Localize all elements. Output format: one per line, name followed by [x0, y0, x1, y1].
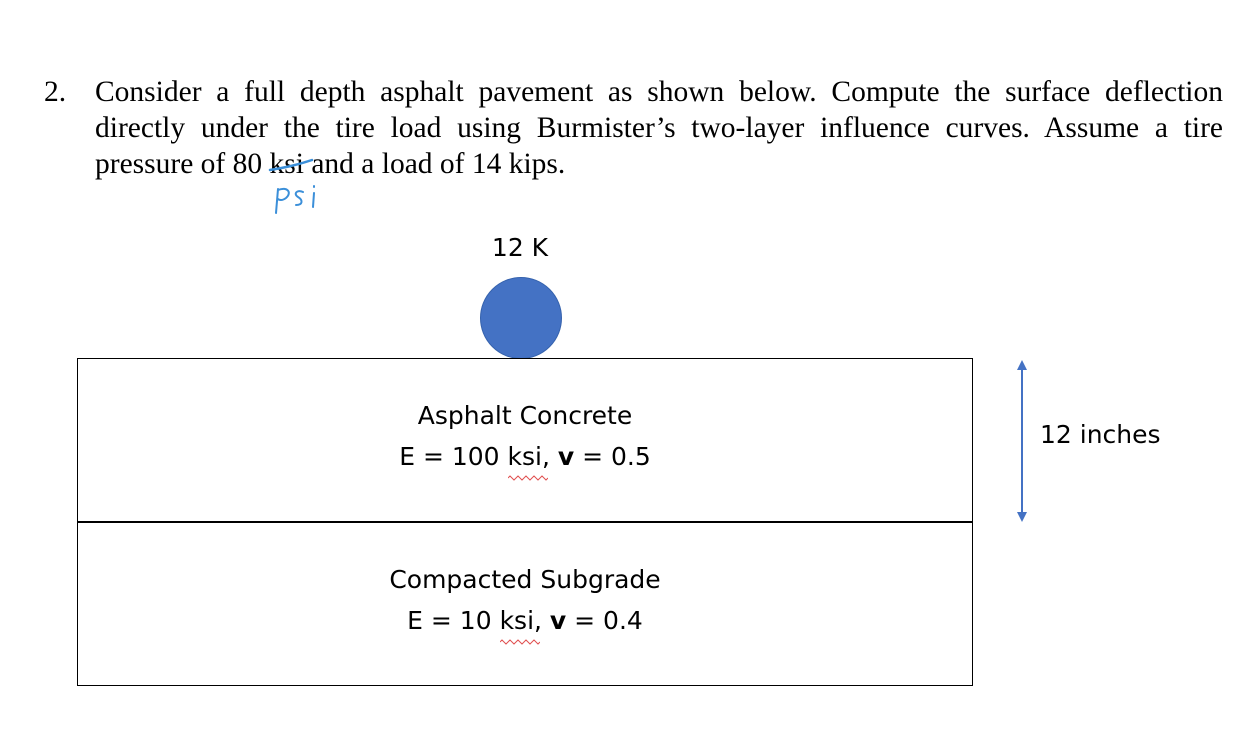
problem-line-1: Consider a full depth asphalt pavement as shown below. Compute the surface deflection	[95, 76, 1223, 108]
thickness-dimension-arrow	[1012, 360, 1032, 522]
spellcheck-squiggle	[500, 639, 540, 645]
subgrade-unit: ksi	[500, 600, 534, 641]
handwritten-psi-text: psi	[270, 183, 272, 184]
asphalt-layer-name: Asphalt Concrete	[417, 401, 633, 430]
subgrade-layer-properties: E = 10 ksi , v = 0.4	[78, 600, 972, 641]
problem-line-3	[95, 146, 1223, 182]
struck-unit	[270, 146, 304, 182]
asphalt-layer-properties: E = 100 ksi , v = 0.5	[78, 436, 972, 477]
problem-number: 2.	[44, 76, 67, 108]
thickness-label: 12 inches	[1040, 420, 1161, 449]
tire-load-circle	[480, 277, 562, 359]
problem-line-2: directly under the tire load using Burmister’s two-layer influence curves. Assume a tire	[95, 112, 1223, 144]
subgrade-layer	[77, 521, 973, 686]
line3-before: pressure of 80	[95, 148, 270, 180]
line3-after: and a load of 14 kips.	[303, 148, 566, 180]
problem-text	[95, 74, 1223, 182]
arrow-down-icon	[1017, 512, 1027, 522]
subgrade-layer-name: Compacted Subgrade	[389, 565, 661, 594]
struck-unit-text: ksi	[269, 148, 304, 180]
arrow-up-icon	[1017, 360, 1027, 370]
spellcheck-squiggle	[508, 475, 548, 481]
load-label: 12 K	[491, 233, 549, 262]
asphalt-unit: ksi	[508, 436, 542, 477]
asphalt-layer	[77, 358, 973, 523]
handwritten-psi	[270, 183, 322, 219]
strike-mark	[268, 152, 314, 176]
